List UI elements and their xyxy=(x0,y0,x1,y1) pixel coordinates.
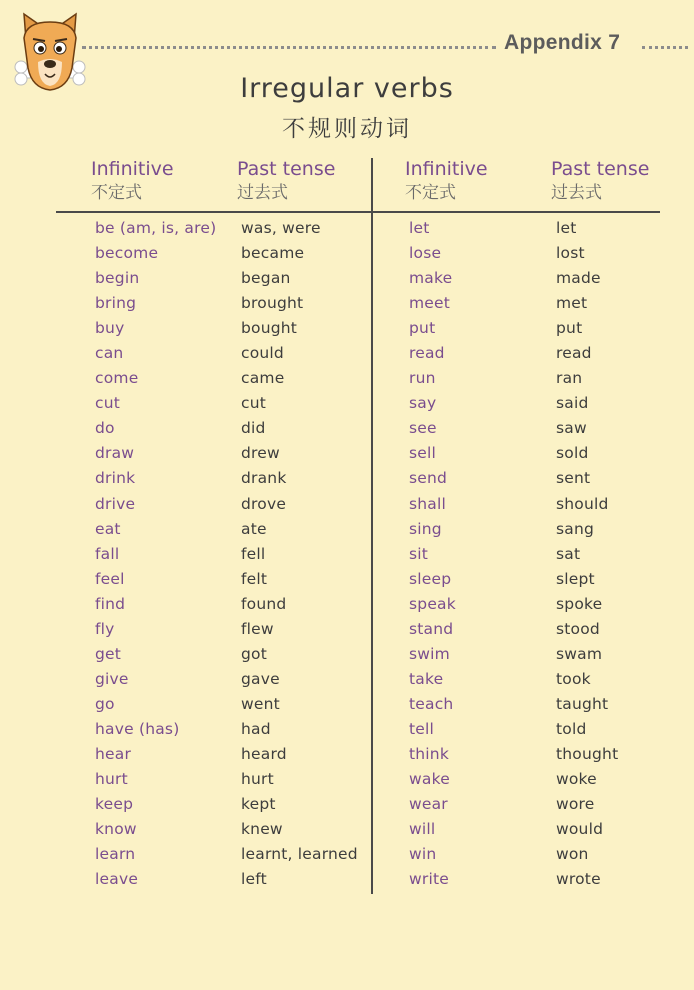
cell-past-right: spoke xyxy=(556,594,603,613)
cell-past-right: sang xyxy=(556,519,595,538)
table-row xyxy=(0,867,694,892)
cell-past-right: thought xyxy=(556,744,619,763)
cell-past-left: got xyxy=(241,644,267,663)
table-row xyxy=(0,366,694,391)
header-past-right-zh: 过去式 xyxy=(551,183,602,203)
cell-past-left: ate xyxy=(241,519,267,538)
cell-past-left: brought xyxy=(241,294,304,313)
cell-infinitive-left: can xyxy=(95,344,124,363)
table-row xyxy=(0,817,694,842)
cell-past-left: drew xyxy=(241,444,280,463)
cell-infinitive-right: stand xyxy=(409,619,454,638)
cell-infinitive-right: win xyxy=(409,845,437,864)
cell-infinitive-right: let xyxy=(409,219,430,237)
cell-past-right: wore xyxy=(556,795,595,814)
cell-infinitive-left: give xyxy=(95,669,129,688)
cell-past-left: knew xyxy=(241,820,283,839)
cell-infinitive-right: meet xyxy=(409,294,451,313)
table-row xyxy=(0,767,694,792)
cell-infinitive-right: sing xyxy=(409,519,442,538)
cell-past-right: sat xyxy=(556,544,581,563)
table-row xyxy=(0,291,694,316)
header-past-left xyxy=(237,158,335,204)
page-title: Irregular verbs xyxy=(240,73,454,104)
cell-past-right: woke xyxy=(556,770,597,789)
cell-past-left: came xyxy=(241,369,285,388)
cell-infinitive-right: say xyxy=(409,394,437,413)
cell-infinitive-right: will xyxy=(409,820,436,839)
header-past-right-label: Past tense xyxy=(551,158,650,180)
table-row xyxy=(0,617,694,642)
cell-past-left: drank xyxy=(241,469,287,488)
page-subtitle: 不规则动词 xyxy=(282,116,412,142)
cell-past-right: took xyxy=(556,669,591,688)
cell-past-left: was, were xyxy=(241,219,321,237)
cell-infinitive-left: come xyxy=(95,369,139,388)
table-row xyxy=(0,642,694,667)
cell-past-right: sold xyxy=(556,444,589,463)
cell-past-left: flew xyxy=(241,619,274,638)
cell-past-right: let xyxy=(556,219,577,237)
cell-infinitive-left: feel xyxy=(95,569,125,588)
cell-infinitive-left: fly xyxy=(95,619,115,638)
cell-past-right: would xyxy=(556,820,604,839)
header-infinitive-left-label: Infinitive xyxy=(91,158,174,180)
cell-past-right: met xyxy=(556,294,588,313)
header-past-right xyxy=(551,158,649,204)
header-infinitive-right xyxy=(405,158,488,204)
cell-infinitive-right: wake xyxy=(409,770,450,789)
cell-past-left: began xyxy=(241,269,291,288)
cell-infinitive-left: get xyxy=(95,644,122,663)
table-row xyxy=(0,441,694,466)
cell-infinitive-left: draw xyxy=(95,444,135,463)
cell-past-left: became xyxy=(241,244,305,263)
cell-infinitive-right: take xyxy=(409,669,444,688)
cell-past-right: won xyxy=(556,845,589,864)
cell-past-left: did xyxy=(241,419,266,438)
cell-infinitive-left: drive xyxy=(95,494,136,513)
cell-infinitive-left: learn xyxy=(95,845,136,864)
cell-infinitive-left: become xyxy=(95,244,159,263)
cell-past-left: went xyxy=(241,694,280,713)
table-row xyxy=(0,667,694,692)
header-infinitive-right-label: Infinitive xyxy=(405,158,488,180)
appendix-label: Appendix 7 xyxy=(504,31,621,54)
cell-infinitive-left: leave xyxy=(95,870,139,889)
table-row xyxy=(0,266,694,291)
cell-past-left: learnt, learned xyxy=(241,845,358,864)
cell-past-left: had xyxy=(241,719,271,738)
table-row xyxy=(0,316,694,341)
cell-infinitive-left: be (am, is, are) xyxy=(95,219,217,237)
cell-infinitive-left: have (has) xyxy=(95,719,180,738)
header-dotted-rule-right xyxy=(642,46,688,49)
cell-past-left: fell xyxy=(241,544,266,563)
table-row xyxy=(0,542,694,567)
cell-infinitive-left: drink xyxy=(95,469,136,488)
cell-infinitive-left: find xyxy=(95,594,126,613)
cell-infinitive-left: know xyxy=(95,820,137,839)
table-row xyxy=(0,216,694,241)
cell-infinitive-right: put xyxy=(409,319,436,338)
cell-infinitive-left: hear xyxy=(95,744,132,763)
table-row xyxy=(0,742,694,767)
cell-past-left: found xyxy=(241,594,287,613)
cell-infinitive-right: swim xyxy=(409,644,450,663)
cell-infinitive-right: speak xyxy=(409,594,456,613)
cell-past-right: stood xyxy=(556,619,600,638)
cell-past-right: saw xyxy=(556,419,587,438)
cell-past-left: hurt xyxy=(241,770,274,789)
cell-past-right: swam xyxy=(556,644,603,663)
cell-infinitive-right: sell xyxy=(409,444,437,463)
cell-past-right: made xyxy=(556,269,601,288)
cell-infinitive-left: bring xyxy=(95,294,137,313)
cell-infinitive-right: run xyxy=(409,369,436,388)
table-row xyxy=(0,241,694,266)
cell-past-left: bought xyxy=(241,319,298,338)
cell-infinitive-right: think xyxy=(409,744,450,763)
table-header-rule xyxy=(56,211,660,213)
cell-infinitive-left: buy xyxy=(95,319,125,338)
cell-infinitive-left: cut xyxy=(95,394,121,413)
cell-infinitive-right: teach xyxy=(409,694,454,713)
cell-past-right: told xyxy=(556,719,587,738)
cell-infinitive-right: see xyxy=(409,419,437,438)
cell-past-right: said xyxy=(556,394,589,413)
cell-infinitive-right: read xyxy=(409,344,445,363)
table-row xyxy=(0,592,694,617)
cell-past-left: drove xyxy=(241,494,287,513)
table-row xyxy=(0,492,694,517)
cell-past-right: slept xyxy=(556,569,595,588)
cell-infinitive-right: wear xyxy=(409,795,448,814)
cell-past-left: left xyxy=(241,870,267,889)
cell-infinitive-left: fall xyxy=(95,544,120,563)
header-past-left-label: Past tense xyxy=(237,158,336,180)
cell-past-left: could xyxy=(241,344,284,363)
cell-past-left: kept xyxy=(241,795,276,814)
verb-table xyxy=(0,216,694,892)
cell-infinitive-right: sleep xyxy=(409,569,452,588)
cell-past-right: read xyxy=(556,344,592,363)
table-row xyxy=(0,792,694,817)
cell-infinitive-right: send xyxy=(409,469,448,488)
cell-infinitive-right: make xyxy=(409,269,453,288)
cell-infinitive-right: lose xyxy=(409,244,442,263)
cell-past-left: heard xyxy=(241,744,287,763)
header-infinitive-left xyxy=(91,158,174,204)
cell-past-left: cut xyxy=(241,394,267,413)
cell-past-right: taught xyxy=(556,694,609,713)
cell-infinitive-left: begin xyxy=(95,269,140,288)
cell-infinitive-right: shall xyxy=(409,494,447,513)
cell-infinitive-right: tell xyxy=(409,719,435,738)
header-past-left-zh: 过去式 xyxy=(237,183,288,203)
cell-past-right: ran xyxy=(556,369,583,388)
table-row xyxy=(0,692,694,717)
cell-infinitive-right: write xyxy=(409,870,449,889)
cell-past-right: should xyxy=(556,494,609,513)
table-row xyxy=(0,567,694,592)
cell-infinitive-left: do xyxy=(95,419,115,438)
table-row xyxy=(0,717,694,742)
cell-infinitive-left: hurt xyxy=(95,770,128,789)
table-row xyxy=(0,416,694,441)
table-row xyxy=(0,391,694,416)
cell-past-right: wrote xyxy=(556,870,601,889)
cell-infinitive-left: go xyxy=(95,694,115,713)
cell-past-right: put xyxy=(556,319,583,338)
cell-past-right: sent xyxy=(556,469,591,488)
cell-past-right: lost xyxy=(556,244,585,263)
cell-past-left: gave xyxy=(241,669,280,688)
table-row xyxy=(0,842,694,867)
cell-infinitive-right: sit xyxy=(409,544,429,563)
header-infinitive-left-zh: 不定式 xyxy=(91,183,142,203)
cell-infinitive-left: eat xyxy=(95,519,121,538)
cell-infinitive-left: keep xyxy=(95,795,134,814)
header-dotted-rule-left xyxy=(82,46,496,49)
cell-past-left: felt xyxy=(241,569,268,588)
header-infinitive-right-zh: 不定式 xyxy=(405,183,456,203)
table-row xyxy=(0,466,694,491)
table-row xyxy=(0,341,694,366)
table-row xyxy=(0,517,694,542)
